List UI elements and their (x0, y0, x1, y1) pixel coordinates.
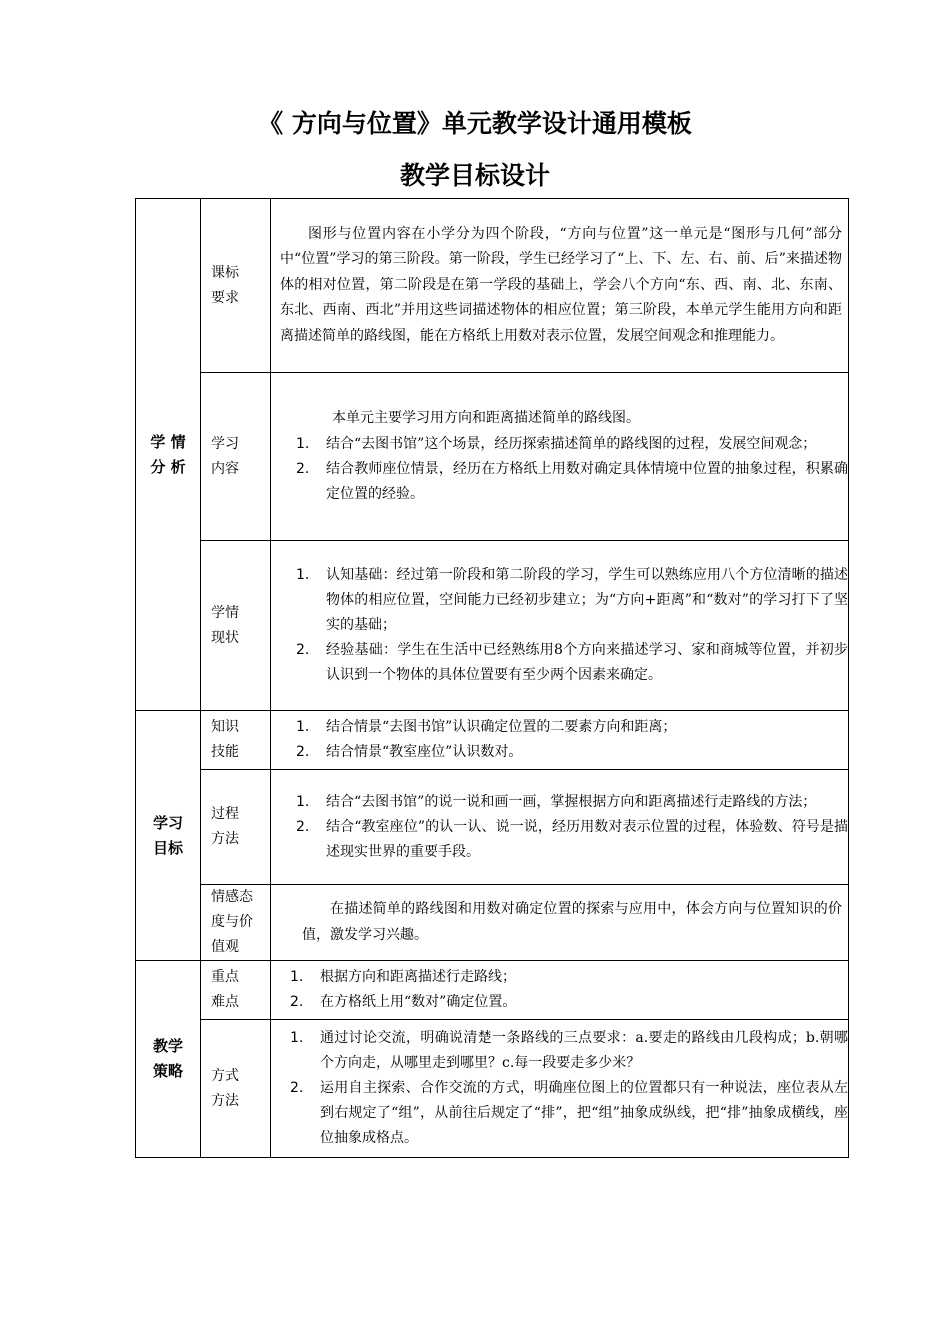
list-item: 1. 通过讨论交流，明确说清楚一条路线的三点要求：a.要走的路线由几段构成；b.朝哪个方向走，从哪里走到哪里？c.每一段要走多少米？ (290, 1030, 848, 1071)
category-celue: 教学 策略 (136, 961, 201, 1158)
list-item: 1. 根据方向和距离描述行走路线； (290, 969, 516, 985)
label-qinggan: 情感态 度与价 值观 (201, 885, 271, 961)
content-fangshi (271, 1020, 849, 1158)
content-neirong (271, 373, 849, 541)
row-fangshi (136, 1020, 849, 1158)
row-neirong (136, 373, 849, 541)
content-kebiao: 图形与位置内容在小学分为四个阶段，“方向与位置”这一单元是“图形与几何”部分中“位置”学习的第三阶段。第一阶段，学生已经学习了“上、下、左、右、前、后”来描述物体的相对位置，第二阶段是在第一学段的基础上，学会八个方向“东、西、南、北、东南、东北、西南、西北”并用这些词描述物体的相应位置；第三阶段，本单元学生能用方向和距离描述简单的路线图，能在方格纸上用数对表示位置，发展空间观念和推理能力。 (271, 199, 849, 373)
label-neirong: 学习 内容 (201, 373, 271, 541)
content-zhishi (271, 711, 849, 770)
section-title: 教学目标设计 (399, 161, 550, 190)
content-qinggan: 在描述简单的路线图和用数对确定位置的探索与应用中，体会方向与位置知识的价值，激发学习兴趣。 (271, 885, 849, 961)
label-xianzhuang: 学情 现状 (201, 541, 271, 711)
list-item: 1. 结合“去图书馆”的说一说和画一画，掌握根据方向和距离描述行走路线的方法； (296, 793, 817, 810)
content-guocheng (271, 770, 849, 885)
category-xueqing: 学 情 分 析 (136, 199, 201, 711)
row-zhishi (136, 711, 849, 770)
list-item: 2. 结合教师座位情景，经历在方格纸上用数对确定具体情境中位置的抽象过程，积累确定位置的经验。 (296, 460, 848, 502)
list-item: 2. 经验基础：学生在生活中已经熟练用8个方向来描述学习、家和商城等位置，并初步认识到一个物体的具体位置要有至少两个因素来确定。 (296, 642, 848, 683)
list-item: 1. 结合情景“去图书馆”认识确定位置的二要素方向和距离； (296, 719, 677, 735)
document-title: 《 方向与位置》单元教学设计通用模板 (258, 109, 692, 138)
label-zhishi: 知识 技能 (201, 711, 271, 770)
teaching-design-table (135, 198, 849, 1158)
row-kebiao (136, 199, 849, 373)
list-item: 2. 在方格纸上用“数对”确定位置。 (290, 994, 517, 1010)
row-qinggan (136, 885, 849, 961)
content-xianzhuang (271, 541, 849, 711)
list-item: 2. 运用自主探索、合作交流的方式，明确座位图上的位置都只有一种说法，座位表从左到右规定了“组”，从前往后规定了“排”，把“组”抽象成纵线，把“排”抽象成横线，座位抽象成格点。 (290, 1080, 848, 1146)
list-item: 1. 结合“去图书馆”这个场景，经历探索描述简单的路线图的过程，发展空间观念； (296, 435, 817, 452)
list-item: 2. 结合情景“教室座位”认识数对。 (296, 744, 523, 760)
label-guocheng: 过程 方法 (201, 770, 271, 885)
label-kebiao: 课标 要求 (201, 199, 271, 373)
label-zhongdian: 重点 难点 (201, 961, 271, 1020)
label-fangshi: 方式 方法 (201, 1020, 271, 1158)
category-mubiao: 学习 目标 (136, 711, 201, 961)
list-item: 2. 结合“教室座位”的认一认、说一说，经历用数对表示位置的过程，体验数、符号是描述现实世界的重要手段。 (296, 818, 848, 860)
neirong-intro: 本单元主要学习用方向和距离描述简单的路线图。 (332, 410, 640, 427)
list-item: 1. 认知基础：经过第一阶段和第二阶段的学习，学生可以熟练应用八个方位清晰的描述物体的相应位置，空间能力已经初步建立；为“方向+距离”和“数对”的学习打下了坚实的基础； (296, 567, 848, 633)
content-zhongdian (271, 961, 849, 1020)
row-zhongdian (136, 961, 849, 1020)
row-xianzhuang (136, 541, 849, 711)
row-guocheng (136, 770, 849, 885)
